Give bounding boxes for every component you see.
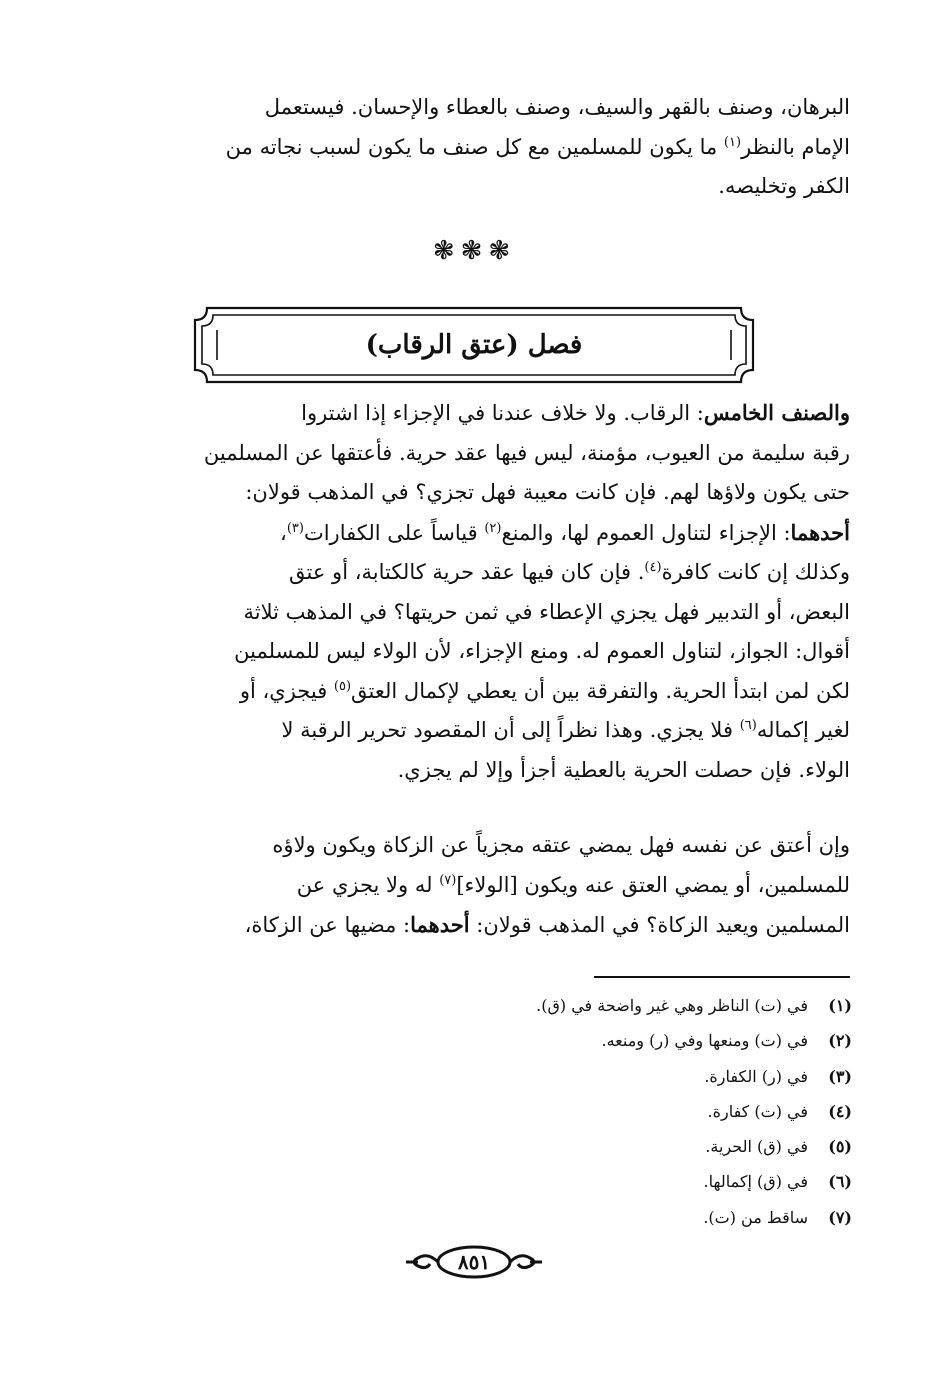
footnote-item — [300, 1023, 852, 1058]
text-line: والصنف الخامس: الرقاب. ولا خلاف عندنا في الإجزاء إذا اشتروا — [301, 400, 850, 425]
footnote-divider — [594, 976, 850, 978]
footnote-ref[interactable]: (١) — [723, 134, 742, 150]
paragraph-fifth-category — [100, 393, 850, 790]
footnote-ref[interactable]: (٧) — [439, 872, 457, 888]
text-line: الكفر وتخليصه. — [718, 174, 850, 198]
footnote-text: في (ق) الحرية. — [705, 1137, 808, 1157]
footnote-ref[interactable]: (٦) — [739, 718, 757, 733]
footnote-text: في (ت) ومنعها وفي (ر) ومنعه. — [601, 1031, 808, 1051]
text-line: البرهان، وصنف بالقهر والسيف، وصنف بالعطاء والإحسان. فيستعمل — [264, 95, 850, 119]
section-title: فصل (عتق الرقاب) — [365, 330, 583, 360]
footnote-item — [300, 1129, 852, 1164]
footnote-number: (٣) — [828, 1066, 852, 1086]
text-line: أحدهما: الإجزاء لتناول العموم لها، والمنع$^{(٢)}$ قياساً على الكفارات$^{(٣)}$، — [280, 519, 850, 545]
text-line: وإن أعتق عن نفسه فهل يمضي عتقه مجزياً عن الزكاة ويكون ولاؤه — [272, 833, 850, 857]
footnote-text: في (ق) إكمالها. — [703, 1172, 808, 1192]
footnote-number: (٦) — [828, 1172, 852, 1192]
footnote-number: (٥) — [828, 1137, 852, 1157]
footnote-item — [300, 1094, 852, 1129]
text-line: حتى يكون ولاؤها لهم. فإن كانت معيبة فهل تجزي؟ في المذهب قولان: — [245, 480, 850, 504]
footnote-number: (٤) — [828, 1101, 852, 1121]
footnote-text: ساقط من (ت). — [703, 1207, 808, 1227]
page-number: ٨٥١ — [457, 1250, 491, 1274]
text-line: الولاء. فإن حصلت الحرية بالعطية أجزأ وإلا لم يجزي. — [397, 757, 850, 782]
paragraph-intro — [100, 88, 850, 207]
text-line: لكن لمن ابتدأ الحرية. والتفرقة بين أن يعطي لإكمال العتق$^{(٥)}$ فيجزي، أو — [239, 678, 850, 703]
text-line: وكذلك إن كانت كافرة$^{(٤)}$. فإن كان فيها عقد حرية كالكتابة، أو عتق — [289, 560, 850, 584]
text-line: لغير إكماله$^{(٦)}$ فلا يجزي. وهذا نظراً إلى أن المقصود تحرير الرقبة لا — [281, 718, 850, 742]
footnote-item — [300, 1059, 852, 1094]
footnote-text: في (ت) كفارة. — [707, 1101, 808, 1121]
footnote-item — [300, 988, 852, 1023]
text-line: رقبة سليمة من العيوب، مؤمنة، ليس فيها عقد حرية. فأعتقها عن المسلمين — [203, 440, 850, 465]
paragraph-self-manumission — [100, 826, 850, 946]
section-heading-frame — [193, 306, 755, 384]
footnote-item — [300, 1164, 852, 1199]
text-line: البعض، أو التدبير فهل يجزي الإعطاء في ثمن حريتها؟ في المذهب ثلاثة — [243, 599, 850, 624]
text-line: المسلمين ويعيد الزكاة؟ في المذهب قولان: أحدهما: مضيها عن الزكاة، — [244, 912, 850, 937]
footnote-text: في (ر) الكفارة. — [704, 1066, 808, 1086]
footnote-text: في (ت) الناظر وهي غير واضحة في (ق). — [536, 996, 808, 1015]
footnote-ref[interactable]: (٤) — [644, 560, 662, 575]
footnotes-list — [300, 988, 852, 1235]
text-line: الإمام بالنظر$^{(١)}$ ما يكون للمسلمين مع كل صنف ما يكون لسبب نجاته من — [225, 134, 850, 159]
footnote-number: (١) — [828, 996, 852, 1015]
footnote-ref[interactable]: (٣) — [286, 520, 304, 536]
text-line: أقوال: الجواز، لتناول العموم له. ومنع الإجزاء، لأن الولاء ليس للمسلمين — [234, 639, 850, 663]
footnote-ref[interactable]: (٢) — [484, 520, 502, 536]
page-number-ornament — [404, 1244, 544, 1280]
footnote-number: (٧) — [828, 1207, 852, 1227]
footnote-number: (٢) — [828, 1031, 852, 1051]
text-line: للمسلمين، أو يمضي العتق عنه ويكون [الولاء]$^{(٧)}$ له ولا يجزي عن — [296, 872, 850, 897]
footnote-ref[interactable]: (٥) — [333, 678, 352, 694]
footnote-item — [300, 1200, 852, 1235]
section-separator: ❃❃❃ — [432, 236, 517, 266]
